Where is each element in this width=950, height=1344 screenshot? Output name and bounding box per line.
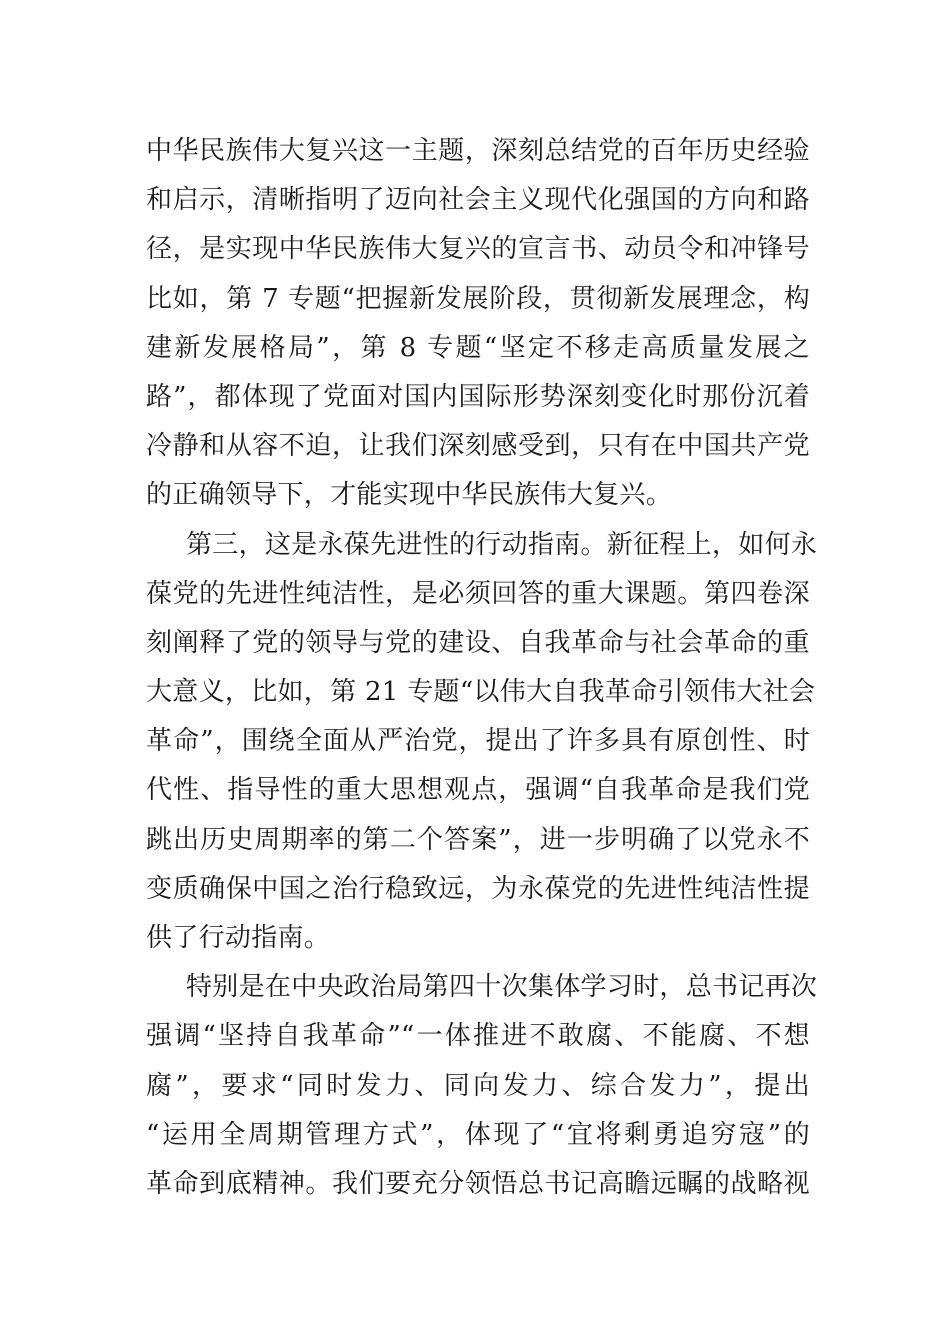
paragraph-1-line-5: 建新发展格局”，第 8 专题“坚定不移走高质量发展之 (146, 332, 810, 363)
paragraph-1-line-1: 中华民族伟大复兴这一主题，深刻总结党的百年历史经验 (146, 136, 810, 166)
paragraph-1-line-8: 的正确领导下，才能实现中华民族伟大复兴。 (146, 480, 673, 511)
paragraph-3-line-1: 特别是在中央政治局第四十次集体学习时，总书记再次 (186, 972, 818, 1003)
paragraph-3-line-4: “运用全周期管理方式”，体现了“宜将剩勇追穷寇”的 (146, 1119, 810, 1150)
paragraph-1-line-7: 冷静和从容不迫，让我们深刻感受到，只有在中国共产党 (146, 431, 810, 462)
paragraph-1-line-4: 比如，第 7 专题“把握新发展阶段，贯彻新发展理念，构 (146, 283, 810, 314)
paragraph-2-line-1: 第三，这是永葆先进性的行动指南。新征程上，如何永 (186, 529, 818, 560)
paragraph-2-line-6: 代性、指导性的重大思想观点，强调“自我革命是我们党 (146, 775, 810, 806)
paragraph-1-line-3: 径，是实现中华民族伟大复兴的宣言书、动员令和冲锋号 (146, 234, 810, 265)
paragraph-2-line-5: 革命”，围绕全面从严治党，提出了许多具有原创性、时 (146, 726, 810, 757)
paragraph-1-line-2: 和启示，清晰指明了迈向社会主义现代化强国的方向和路 (146, 185, 810, 216)
paragraph-2-line-2: 葆党的先进性纯洁性，是必须回答的重大课题。第四卷深 (146, 578, 810, 609)
document-body (146, 127, 818, 1209)
paragraph-2-line-3: 刻阐释了党的领导与党的建设、自我革命与社会革命的重 (146, 627, 810, 658)
paragraph-3-line-2: 强调“坚持自我革命”“一体推进不敢腐、不能腐、不想 (146, 1021, 810, 1052)
paragraph-2-line-9: 供了行动指南。 (146, 923, 331, 953)
paragraph-2-line-4: 大意义，比如，第 21 专题“以伟大自我革命引领伟大社会 (146, 677, 816, 708)
paragraph-3-line-3: 腐”，要求“同时发力、同向发力、综合发力”，提出 (146, 1070, 810, 1101)
paragraph-2-line-8: 变质确保中国之治行稳致远，为永葆党的先进性纯洁性提 (146, 873, 810, 904)
paragraph-3-line-5: 革命到底精神。我们要充分领悟总书记高瞻远瞩的战略视 (146, 1168, 810, 1199)
paragraph-1-line-6: 路”，都体现了党面对国内国际形势深刻变化时那份沉着 (146, 381, 810, 412)
paragraph-2-line-7: 跳出历史周期率的第二个答案”，进一步明确了以党永不 (146, 824, 810, 855)
